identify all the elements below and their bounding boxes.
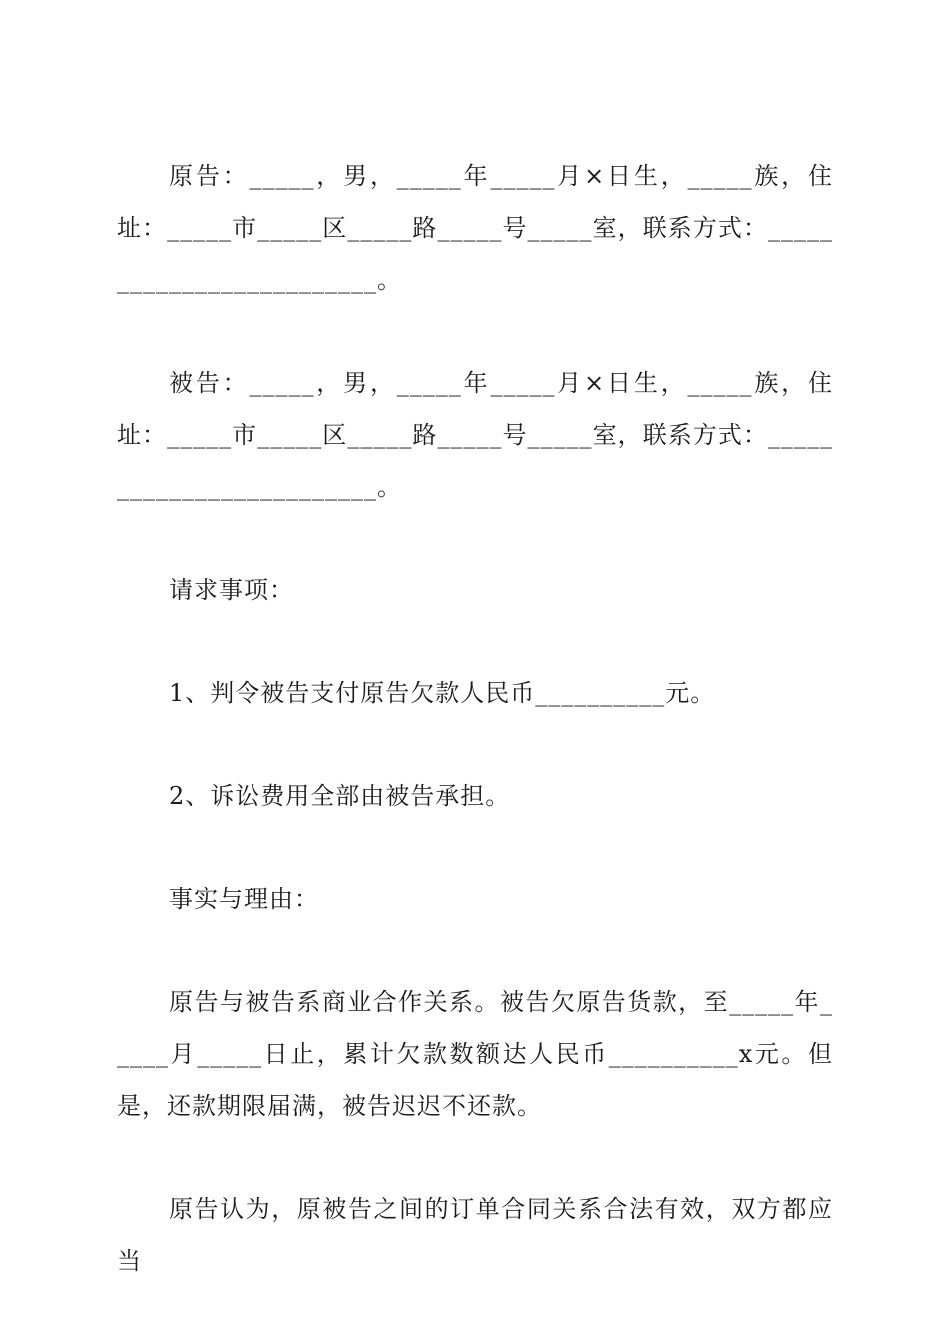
claim-item-1: 1、判令被告支付原告欠款人民币__________元。 bbox=[169, 679, 716, 707]
defendant-info: 被告：_____，男，_____年_____月×日生，_____族，住址：_____市_____区_____路_____号_____室，联系方式：_________________________。 bbox=[117, 369, 833, 501]
claims-heading: 请求事项： bbox=[169, 576, 294, 604]
facts-paragraph-2: 原告认为，原被告之间的订单合同关系合法有效，双方都应当 bbox=[117, 1195, 833, 1275]
facts-paragraph-1: 原告与被告系商业合作关系。被告欠原告货款，至_____年_____月_____日止，累计欠款数额达人民币__________x元。但是，还款期限届满，被告迟迟不还款。 bbox=[117, 988, 833, 1120]
document-page bbox=[117, 150, 833, 1338]
claim-item-2: 2、诉讼费用全部由被告承担。 bbox=[169, 782, 511, 810]
facts-heading: 事实与理由： bbox=[169, 885, 319, 913]
plaintiff-info: 原告：_____，男，_____年_____月×日生，_____族，住址：_____市_____区_____路_____号_____室，联系方式：_________________________。 bbox=[117, 162, 833, 294]
